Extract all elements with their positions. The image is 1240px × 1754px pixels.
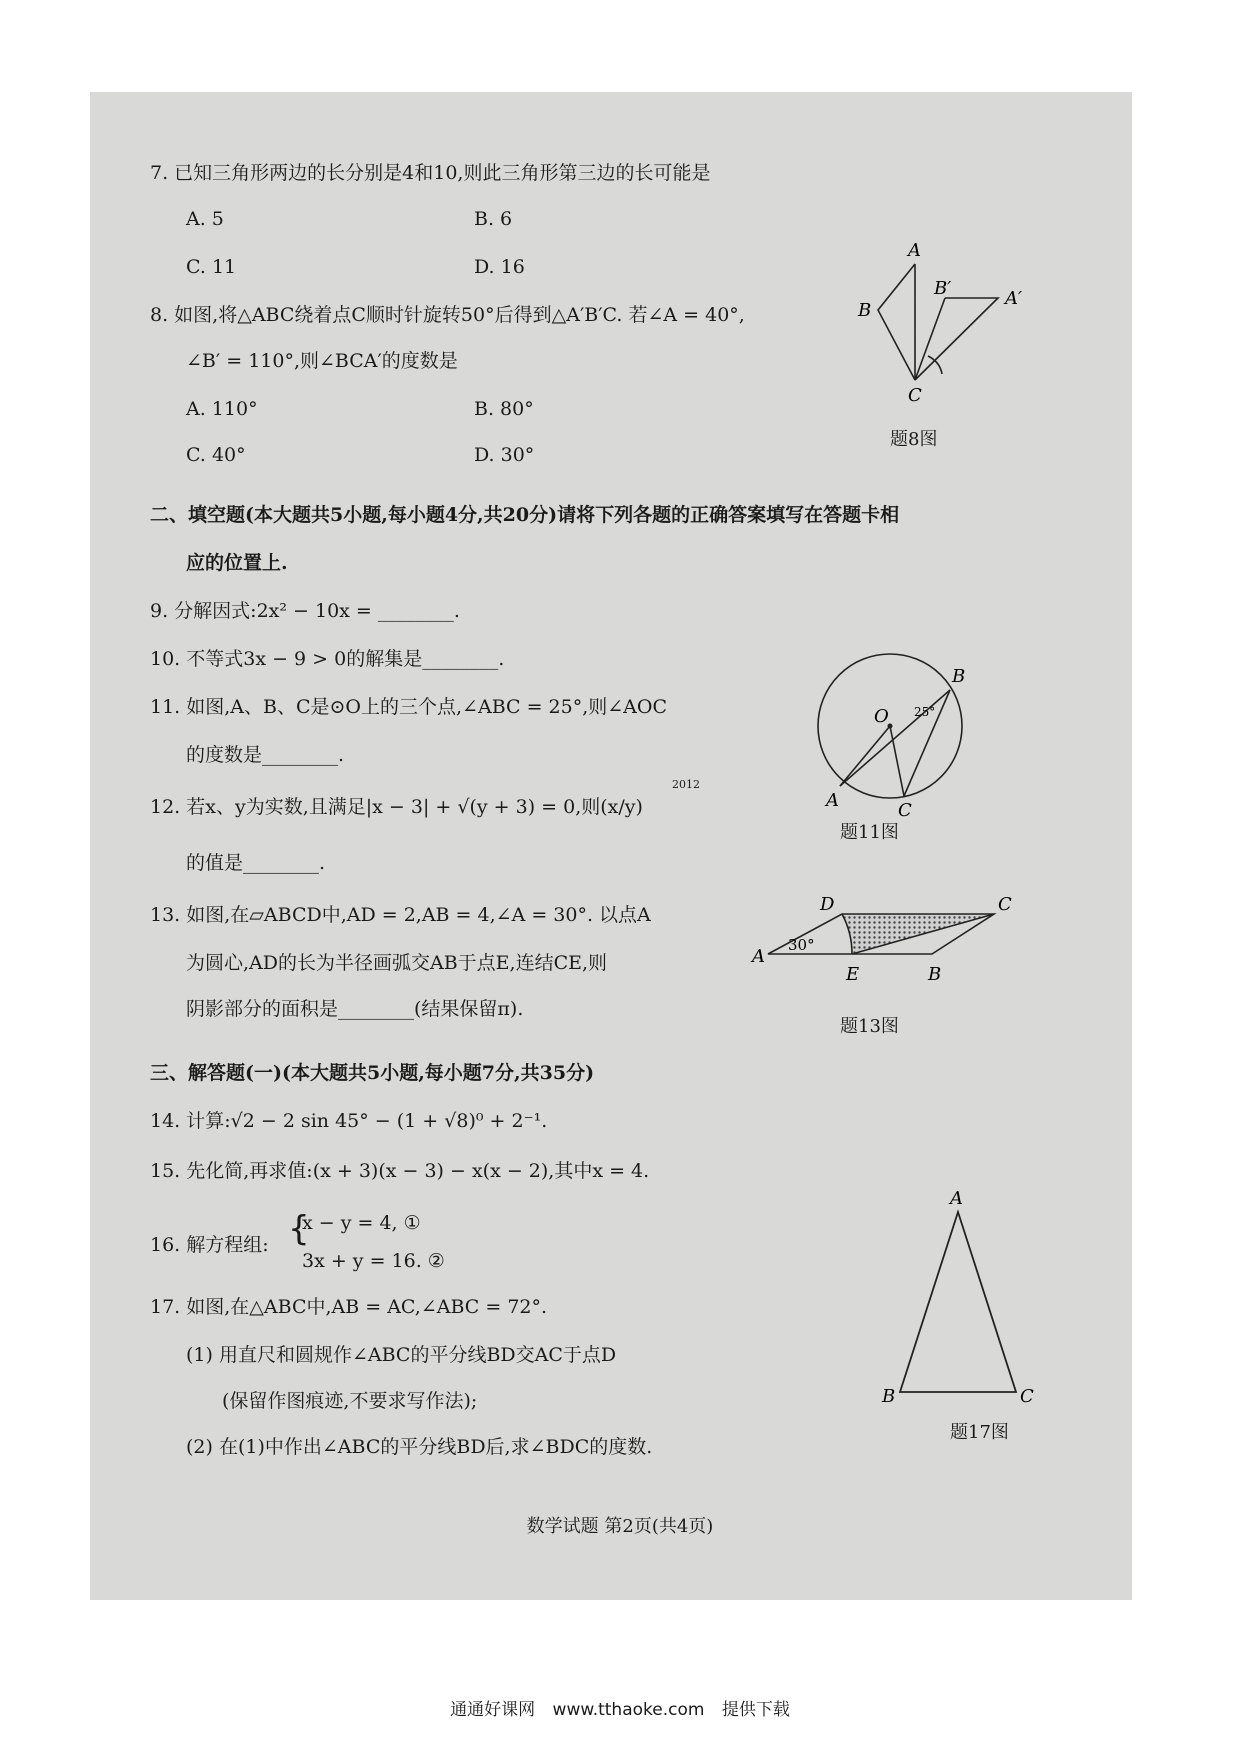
fig11-label-b: B — [952, 666, 966, 687]
q9-text: 9. 分解因式:2x² − 10x = ________. — [150, 600, 460, 622]
fig11-label-c: C — [898, 800, 912, 821]
q7-option-a: A. 5 — [186, 208, 224, 230]
q7-option-b: B. 6 — [474, 208, 513, 230]
q8-option-d: D. 30° — [474, 444, 535, 466]
q11-line1: 11. 如图,A、B、C是⊙O上的三个点,∠ABC = 25°,则∠AOC — [150, 696, 668, 718]
figure-11 — [800, 650, 980, 821]
q8-option-b: B. 80° — [474, 398, 534, 420]
figure-13 — [752, 890, 1022, 990]
fig11-label-o: O — [874, 706, 889, 727]
q7-stem: 7. 已知三角形两边的长分别是4和10,则此三角形第三边的长可能是 — [150, 162, 711, 184]
site-url[interactable]: www.tthaoke.com — [552, 1700, 705, 1720]
figure-13-caption: 题13图 — [840, 1016, 899, 1037]
q17-part1-line2: (保留作图痕迹,不要求写作法); — [222, 1390, 478, 1412]
q17-stem: 17. 如图,在△ABC中,AB = AC,∠ABC = 72°. — [150, 1296, 548, 1318]
page-footer: 数学试题 第2页(共4页) — [526, 1516, 714, 1537]
q16-eq2: 3x + y = 16. ② — [302, 1250, 445, 1272]
segment-oa — [840, 726, 890, 786]
fig13-label-e: E — [846, 964, 860, 985]
q7-option-d: D. 16 — [474, 256, 525, 278]
figure-8 — [850, 238, 1040, 408]
q16-label: 16. 解方程组: — [150, 1234, 269, 1256]
fig11-angle-label: 25° — [914, 705, 936, 719]
fig13-label-c: C — [998, 894, 1012, 915]
q8-stem-line1: 8. 如图,将△ABC绕着点C顺时针旋转50°后得到△A′B′C. 若∠A = 40°, — [150, 304, 745, 326]
q16-eq1: x − y = 4, ① — [302, 1212, 421, 1234]
site-name: 通通好课网 — [450, 1700, 536, 1720]
fig17-label-a: A — [950, 1188, 963, 1209]
q13-line2: 为圆心,AD的长为半径画弧交AB于点E,连结CE,则 — [186, 952, 608, 974]
section2-heading-line1: 二、填空题(本大题共5小题,每小题4分,共20分)请将下列各题的正确答案填写在答题卡相 — [150, 504, 900, 526]
fig13-label-d: D — [820, 894, 835, 915]
fig17-label-b: B — [882, 1386, 896, 1407]
fig8-label-b: B — [858, 300, 872, 321]
q12-line2: 的值是________. — [186, 852, 326, 874]
q12-line1: 12. 若x、y为实数,且满足|x − 3| + √(y + 3) = 0,则(x/y) — [150, 796, 643, 818]
q15-text: 15. 先化简,再求值:(x + 3)(x − 3) − x(x − 2),其中x = 4. — [150, 1160, 650, 1182]
section3-heading: 三、解答题(一)(本大题共5小题,每小题7分,共35分) — [150, 1062, 595, 1084]
fig8-label-a2: A′ — [1005, 288, 1023, 309]
triangle-a2b2c — [915, 298, 998, 380]
figure-17-caption: 题17图 — [950, 1422, 1009, 1443]
q8-option-a: A. 110° — [186, 398, 258, 420]
section2-heading-line2: 应的位置上. — [186, 552, 288, 574]
q7-option-c: C. 11 — [186, 256, 237, 278]
fig8-label-b2: B′ — [934, 278, 952, 299]
fig8-label-c: C — [908, 385, 922, 406]
q16-brace: { — [288, 1209, 310, 1249]
q17-part1-line1: (1) 用直尺和圆规作∠ABC的平分线BD交AC于点D — [186, 1344, 617, 1366]
figure-17 — [870, 1186, 1040, 1406]
site-footer — [0, 1695, 1240, 1720]
q11-line2: 的度数是________. — [186, 744, 345, 766]
q13-line3: 阴影部分的面积是________(结果保留π). — [186, 998, 524, 1020]
fig13-angle-label: 30° — [788, 936, 815, 954]
q17-part2: (2) 在(1)中作出∠ABC的平分线BD后,求∠BDC的度数. — [186, 1436, 653, 1458]
site-note: 提供下载 — [721, 1700, 790, 1720]
q10-text: 10. 不等式3x − 9 > 0的解集是________. — [150, 648, 505, 670]
q8-option-c: C. 40° — [186, 444, 246, 466]
fig17-label-c: C — [1020, 1386, 1034, 1407]
q14-text: 14. 计算:√2 − 2 sin 45° − (1 + √8)⁰ + 2⁻¹. — [150, 1110, 548, 1132]
q12-exponent: 2012 — [672, 778, 700, 791]
fig8-label-a: A — [908, 240, 921, 261]
q8-stem-line2: ∠B′ = 110°,则∠BCA′的度数是 — [186, 350, 458, 372]
triangle-abc — [878, 264, 915, 380]
q13-line1: 13. 如图,在▱ABCD中,AD = 2,AB = 4,∠A = 30°. 以点A — [150, 904, 651, 926]
fig13-label-a: A — [752, 946, 765, 967]
figure-11-caption: 题11图 — [840, 822, 899, 843]
triangle-abc — [900, 1212, 1016, 1392]
fig13-label-b: B — [928, 964, 942, 985]
figure-8-caption: 题8图 — [890, 429, 938, 450]
fig11-label-a: A — [826, 790, 839, 811]
